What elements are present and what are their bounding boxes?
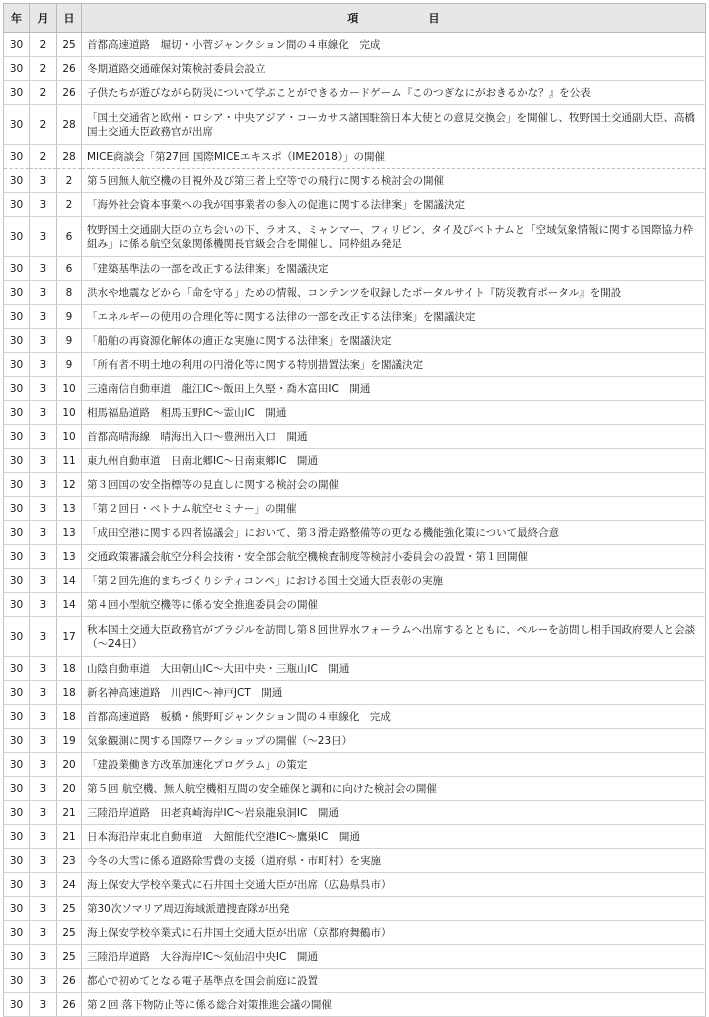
row-month: 3 (30, 521, 57, 545)
table-row (4, 729, 706, 753)
row-day: 26 (57, 969, 82, 993)
table-row (4, 401, 706, 425)
row-day: 28 (57, 105, 82, 145)
table-row (4, 593, 706, 617)
row-year: 30 (4, 193, 30, 217)
row-month: 3 (30, 993, 57, 1017)
row-month: 2 (30, 57, 57, 81)
row-year: 30 (4, 377, 30, 401)
row-item: 牧野国土交通副大臣の立ち会いの下、ラオス、ミャンマー、フィリピン、タイ及びベトナムと「空域気象情報に関する国際協力枠組み」に係る航空気象関係機関長官級会合を開催し、同枠組み発足 (82, 217, 706, 257)
row-item: 三遠南信自動車道 龍江IC～飯田上久堅・喬木富田IC 開通 (82, 377, 706, 401)
row-month: 3 (30, 353, 57, 377)
row-month: 3 (30, 617, 57, 657)
row-month: 3 (30, 545, 57, 569)
table-row (4, 897, 706, 921)
row-day: 8 (57, 281, 82, 305)
table-row (4, 329, 706, 353)
table-row (4, 569, 706, 593)
row-day: 9 (57, 329, 82, 353)
row-year: 30 (4, 425, 30, 449)
row-day: 20 (57, 777, 82, 801)
row-item: 三陸沿岸道路 大谷海岸IC～気仙沼中央IC 開通 (82, 945, 706, 969)
row-day: 26 (57, 57, 82, 81)
row-year: 30 (4, 521, 30, 545)
row-day: 2 (57, 169, 82, 193)
row-year: 30 (4, 705, 30, 729)
row-day: 17 (57, 617, 82, 657)
row-item: 海上保安学校卒業式に石井国土交通大臣が出席（京都府舞鶴市） (82, 921, 706, 945)
row-month: 3 (30, 969, 57, 993)
row-year: 30 (4, 849, 30, 873)
row-day: 11 (57, 449, 82, 473)
row-month: 3 (30, 729, 57, 753)
row-item: 日本海沿岸東北自動車道 大館能代空港IC～鷹巣IC 開通 (82, 825, 706, 849)
row-month: 2 (30, 105, 57, 145)
row-item: 第30次ソマリア周辺海域派遣捜査隊が出発 (82, 897, 706, 921)
table-row (4, 705, 706, 729)
row-item: 相馬福島道路 相馬玉野IC～霊山IC 開通 (82, 401, 706, 425)
table-row (4, 777, 706, 801)
row-year: 30 (4, 825, 30, 849)
row-item: 「船舶の再資源化解体の適正な実施に関する法律案」を閣議決定 (82, 329, 706, 353)
table-row (4, 753, 706, 777)
row-month: 3 (30, 281, 57, 305)
row-year: 30 (4, 545, 30, 569)
row-month: 3 (30, 497, 57, 521)
row-item: 交通政策審議会航空分科会技術・安全部会航空機検査制度等検討小委員会の設置・第１回開催 (82, 545, 706, 569)
row-month: 3 (30, 921, 57, 945)
row-item: 第５回無人航空機の目視外及び第三者上空等での飛行に関する検討会の開催 (82, 169, 706, 193)
row-item: 「第２回先進的まちづくりシティコンペ」における国土交通大臣表彰の実施 (82, 569, 706, 593)
row-day: 19 (57, 729, 82, 753)
row-item: 「エネルギーの使用の合理化等に関する法律の一部を改正する法律案」を閣議決定 (82, 305, 706, 329)
row-month: 3 (30, 593, 57, 617)
row-month: 3 (30, 945, 57, 969)
row-month: 2 (30, 33, 57, 57)
row-month: 3 (30, 257, 57, 281)
row-month: 3 (30, 681, 57, 705)
row-day: 10 (57, 425, 82, 449)
row-year: 30 (4, 993, 30, 1017)
header-item-left: 項 (347, 12, 359, 25)
row-day: 25 (57, 897, 82, 921)
table-header (4, 4, 706, 33)
header-month: 月 (30, 4, 57, 33)
row-day: 25 (57, 945, 82, 969)
row-month: 3 (30, 825, 57, 849)
row-day: 10 (57, 401, 82, 425)
row-year: 30 (4, 217, 30, 257)
row-item: 第２回 落下物防止等に係る総合対策推進会議の開催 (82, 993, 706, 1017)
row-item: 「国土交通省と欧州・ロシア・中央アジア・コーカサス諸国駐箚日本大使との意見交換会」を開催し、牧野国土交通副大臣、高橋国土交通大臣政務官が出席 (82, 105, 706, 145)
table-row (4, 617, 706, 657)
row-year: 30 (4, 57, 30, 81)
row-year: 30 (4, 945, 30, 969)
row-item: 首都高速道路 板橋・熊野町ジャンクション間の４車線化 完成 (82, 705, 706, 729)
table-row (4, 473, 706, 497)
row-month: 3 (30, 657, 57, 681)
row-year: 30 (4, 281, 30, 305)
row-month: 3 (30, 377, 57, 401)
row-month: 3 (30, 777, 57, 801)
row-item: 第３回国の安全指標等の見直しに関する検討会の開催 (82, 473, 706, 497)
row-month: 3 (30, 801, 57, 825)
row-year: 30 (4, 257, 30, 281)
row-day: 9 (57, 353, 82, 377)
row-month: 3 (30, 753, 57, 777)
row-day: 2 (57, 193, 82, 217)
row-item: 「建設業働き方改革加速化プログラム」の策定 (82, 753, 706, 777)
row-month: 3 (30, 425, 57, 449)
row-month: 3 (30, 305, 57, 329)
row-item: 三陸沿岸道路 田老真崎海岸IC～岩泉龍泉洞IC 開通 (82, 801, 706, 825)
row-month: 3 (30, 329, 57, 353)
row-day: 13 (57, 521, 82, 545)
row-day: 18 (57, 705, 82, 729)
header-day: 日 (57, 4, 82, 33)
row-year: 30 (4, 921, 30, 945)
table-row (4, 81, 706, 105)
row-year: 30 (4, 593, 30, 617)
row-item: 都心で初めてとなる電子基準点を国会前庭に設置 (82, 969, 706, 993)
row-year: 30 (4, 145, 30, 169)
row-item: 海上保安大学校卒業式に石井国土交通大臣が出席（広島県呉市） (82, 873, 706, 897)
row-item: 第５回 航空機、無人航空機相互間の安全確保と調和に向けた検討会の開催 (82, 777, 706, 801)
table-row (4, 969, 706, 993)
row-day: 18 (57, 657, 82, 681)
table-body (4, 33, 706, 1017)
row-day: 21 (57, 801, 82, 825)
chronology-table (3, 3, 706, 1017)
row-day: 25 (57, 33, 82, 57)
row-day: 23 (57, 849, 82, 873)
row-day: 13 (57, 497, 82, 521)
row-item: 首都高速道路 堀切・小菅ジャンクション間の４車線化 完成 (82, 33, 706, 57)
row-year: 30 (4, 81, 30, 105)
table-row (4, 801, 706, 825)
row-year: 30 (4, 729, 30, 753)
row-item: 気象観測に関する国際ワークショップの開催（～23日） (82, 729, 706, 753)
row-day: 28 (57, 145, 82, 169)
row-day: 25 (57, 921, 82, 945)
row-month: 3 (30, 449, 57, 473)
header-year: 年 (4, 4, 30, 33)
table-row (4, 33, 706, 57)
row-item: 「成田空港に関する四者協議会」において、第３滑走路整備等の更なる機能強化策について最終合意 (82, 521, 706, 545)
row-month: 3 (30, 401, 57, 425)
row-year: 30 (4, 401, 30, 425)
table-row (4, 497, 706, 521)
row-item: 「海外社会資本事業への我が国事業者の参入の促進に関する法律案」を閣議決定 (82, 193, 706, 217)
table-row (4, 681, 706, 705)
row-month: 3 (30, 193, 57, 217)
table-row (4, 193, 706, 217)
row-day: 10 (57, 377, 82, 401)
table-row (4, 169, 706, 193)
row-item: 「第２回日・ベトナム航空セミナー」の開催 (82, 497, 706, 521)
row-day: 13 (57, 545, 82, 569)
table-row (4, 281, 706, 305)
row-year: 30 (4, 33, 30, 57)
row-item: 「所有者不明土地の利用の円滑化等に関する特別措置法案」を閣議決定 (82, 353, 706, 377)
row-month: 2 (30, 145, 57, 169)
row-month: 3 (30, 473, 57, 497)
row-item: 「建築基準法の一部を改正する法律案」を閣議決定 (82, 257, 706, 281)
table-row (4, 305, 706, 329)
row-month: 3 (30, 217, 57, 257)
table-row (4, 377, 706, 401)
row-item: 今冬の大雪に係る道路除雪費の支援（道府県・市町村）を実施 (82, 849, 706, 873)
row-year: 30 (4, 873, 30, 897)
row-year: 30 (4, 777, 30, 801)
table-row (4, 105, 706, 145)
table-row (4, 993, 706, 1017)
row-year: 30 (4, 753, 30, 777)
row-day: 12 (57, 473, 82, 497)
table-row (4, 521, 706, 545)
row-day: 24 (57, 873, 82, 897)
row-year: 30 (4, 169, 30, 193)
table-row (4, 57, 706, 81)
table-row (4, 545, 706, 569)
row-month: 3 (30, 569, 57, 593)
row-year: 30 (4, 305, 30, 329)
row-month: 3 (30, 705, 57, 729)
row-month: 2 (30, 81, 57, 105)
table-row (4, 353, 706, 377)
row-item: 洪水や地震などから「命を守る」ための情報、コンテンツを収録したポータルサイト『防災教育ポータル』を開設 (82, 281, 706, 305)
row-item: 子供たちが遊びながら防災について学ぶことができるカードゲーム『このつぎなにがおきるかな？』を公表 (82, 81, 706, 105)
row-month: 3 (30, 897, 57, 921)
row-year: 30 (4, 353, 30, 377)
table-row (4, 873, 706, 897)
row-day: 14 (57, 593, 82, 617)
header-item-right: 目 (428, 12, 440, 25)
table-row (4, 425, 706, 449)
row-year: 30 (4, 497, 30, 521)
header-item (82, 4, 706, 33)
table-row (4, 825, 706, 849)
row-year: 30 (4, 969, 30, 993)
row-month: 3 (30, 873, 57, 897)
row-item: 東九州自動車道 日南北郷IC～日南東郷IC 開通 (82, 449, 706, 473)
row-item: 冬期道路交通確保対策検討委員会設立 (82, 57, 706, 81)
row-item: 首都高晴海線 晴海出入口～豊洲出入口 開通 (82, 425, 706, 449)
row-day: 9 (57, 305, 82, 329)
row-year: 30 (4, 473, 30, 497)
row-year: 30 (4, 681, 30, 705)
row-day: 21 (57, 825, 82, 849)
table-row (4, 449, 706, 473)
table-row (4, 257, 706, 281)
table-row (4, 145, 706, 169)
row-day: 14 (57, 569, 82, 593)
row-year: 30 (4, 657, 30, 681)
row-year: 30 (4, 617, 30, 657)
row-day: 20 (57, 753, 82, 777)
table-row (4, 217, 706, 257)
row-month: 3 (30, 169, 57, 193)
row-month: 3 (30, 849, 57, 873)
row-day: 26 (57, 993, 82, 1017)
row-year: 30 (4, 329, 30, 353)
row-item: 新名神高速道路 川西IC～神戸JCT 開通 (82, 681, 706, 705)
row-day: 6 (57, 217, 82, 257)
row-item: 第４回小型航空機等に係る安全推進委員会の開催 (82, 593, 706, 617)
row-day: 18 (57, 681, 82, 705)
table-row (4, 921, 706, 945)
row-year: 30 (4, 897, 30, 921)
row-item: 秋本国土交通大臣政務官がブラジルを訪問し第８回世界水フォーラムへ出席するとともに、ペルーを訪問し相手国政府要人と会談（～24日） (82, 617, 706, 657)
row-year: 30 (4, 801, 30, 825)
row-item: MICE商談会「第27回 国際MICEエキスポ（IME2018）」の開催 (82, 145, 706, 169)
row-year: 30 (4, 569, 30, 593)
row-day: 6 (57, 257, 82, 281)
row-year: 30 (4, 105, 30, 145)
row-item: 山陰自動車道 大田朝山IC～大田中央・三瓶山IC 開通 (82, 657, 706, 681)
table-row (4, 849, 706, 873)
row-day: 26 (57, 81, 82, 105)
table-row (4, 657, 706, 681)
table-row (4, 945, 706, 969)
row-year: 30 (4, 449, 30, 473)
